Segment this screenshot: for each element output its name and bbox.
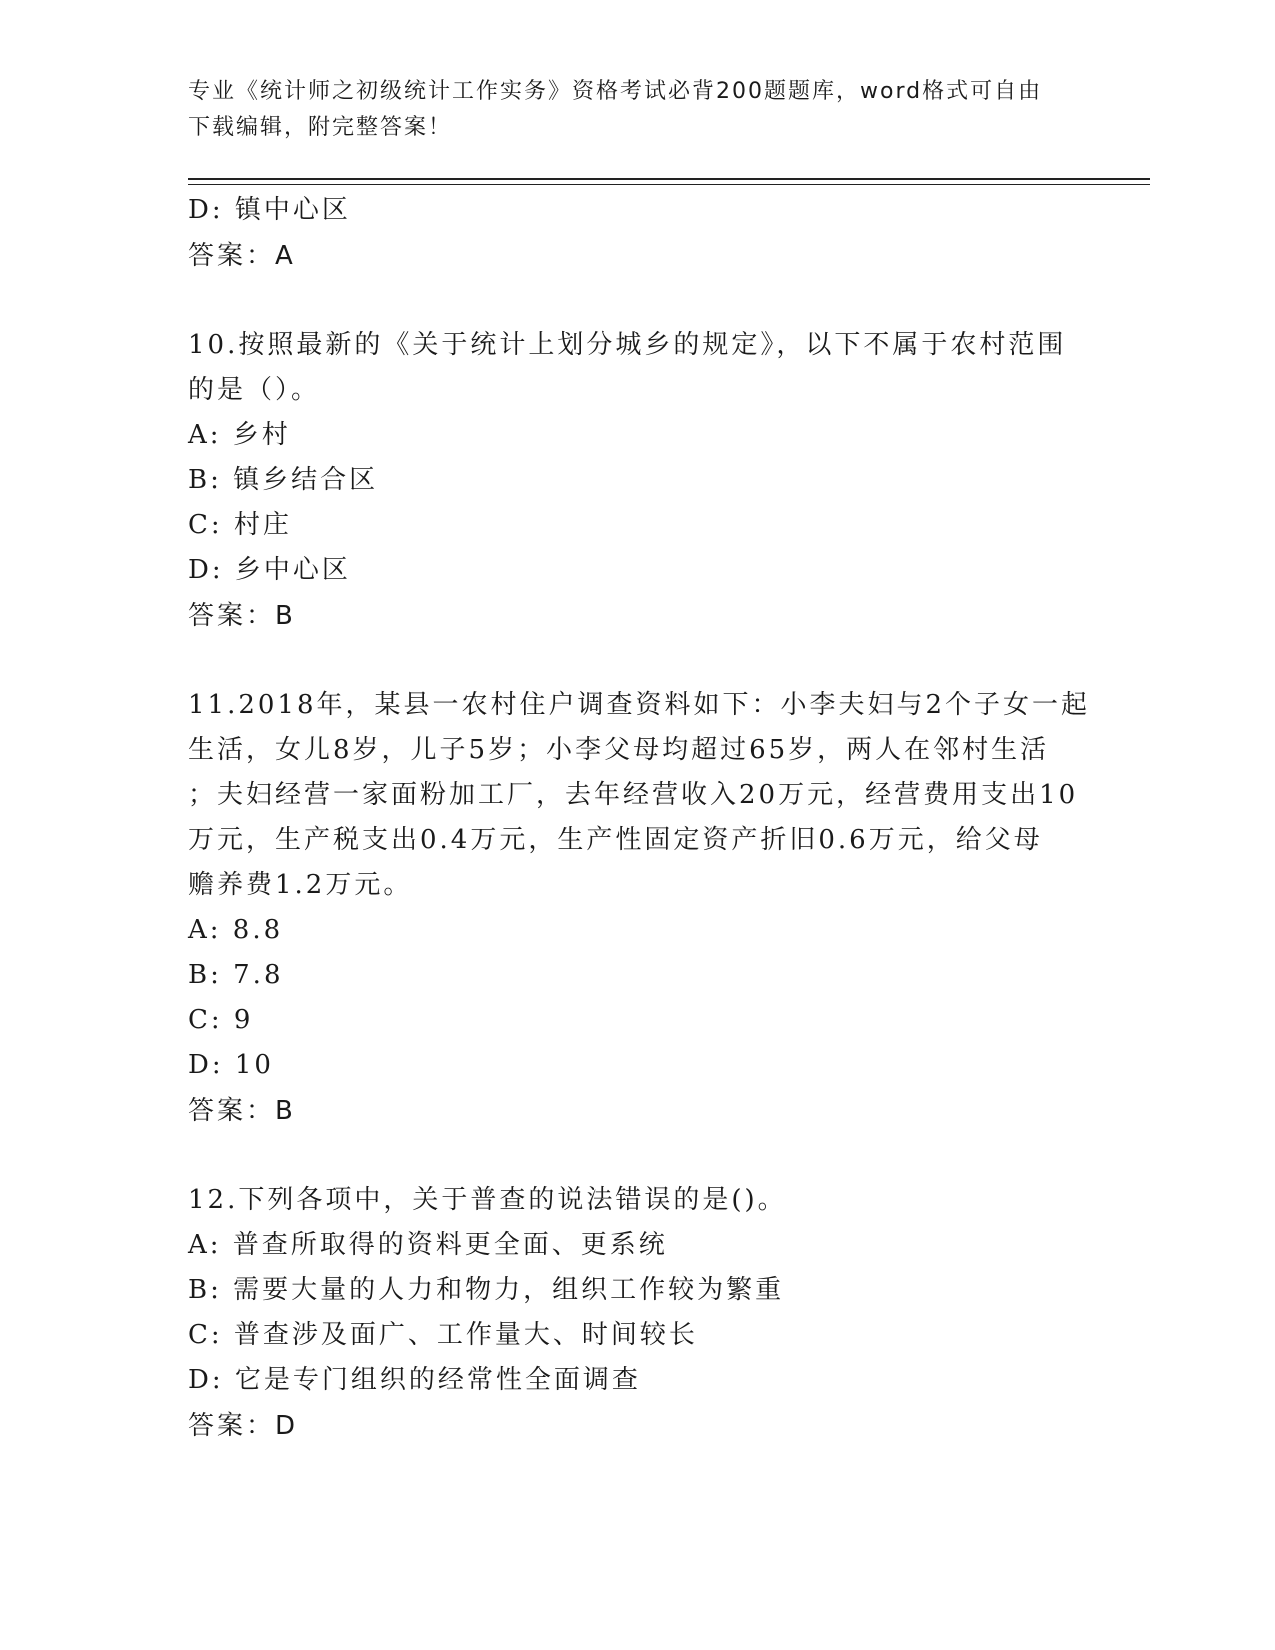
option-d: D: 10	[188, 1050, 274, 1080]
option-a: A: 普查所取得的资料更全面、更系统	[188, 1230, 668, 1260]
header-title-line-2: 下载编辑，附完整答案！	[188, 115, 453, 140]
spacer	[188, 1134, 1088, 1178]
answer: 答案：B	[188, 601, 296, 631]
document-body	[188, 188, 1091, 1449]
option-b: B: 7.8	[188, 960, 284, 990]
option-a: A: 乡村	[188, 420, 291, 450]
question-10	[188, 323, 1088, 639]
question-stem-line: 生活，女儿8岁，儿子5岁；小李父母均超过65岁，两人在邻村生活	[188, 735, 1050, 765]
option-c: C: 9	[188, 1005, 254, 1035]
document-header	[188, 74, 1088, 146]
question-stem-line: 10.按照最新的《关于统计上划分城乡的规定》，以下不属于农村范围	[188, 330, 1067, 360]
question-11	[188, 683, 1091, 1134]
question-stem-line: ；夫妇经营一家面粉加工厂，去年经营收入20万元，经营费用支出10	[188, 780, 1079, 810]
option-b: B: 镇乡结合区	[188, 465, 379, 495]
option-d: D: 乡中心区	[188, 555, 351, 585]
header-divider	[188, 178, 1150, 185]
question-stem-line: 12.下列各项中，关于普查的说法错误的是()。	[188, 1185, 787, 1215]
answer: 答案：A	[188, 241, 296, 271]
option-c: C: 普查涉及面广、工作量大、时间较长	[188, 1320, 698, 1350]
answer: 答案：B	[188, 1096, 296, 1126]
option-d: D: 镇中心区	[188, 195, 351, 225]
option-a: A: 8.8	[188, 915, 284, 945]
option-b: B: 需要大量的人力和物力，组织工作较为繁重	[188, 1275, 785, 1305]
option-d: D: 它是专门组织的经常性全面调查	[188, 1365, 641, 1395]
answer: 答案：D	[188, 1411, 299, 1441]
option-c: C: 村庄	[188, 510, 292, 540]
question-12	[188, 1178, 1088, 1449]
question-stem-line: 万元，生产税支出0.4万元，生产性固定资产折旧0.6万元，给父母	[188, 825, 1043, 855]
question-stem-line: 11.2018年，某县一农村住户调查资料如下：小李夫妇与2个子女一起	[188, 690, 1091, 720]
question-stem-line: 的是（）。	[188, 375, 321, 405]
question-stem-line: 赡养费1.2万元。	[188, 870, 413, 900]
spacer	[188, 639, 1088, 683]
spacer	[188, 279, 1088, 323]
header-title-line-1: 专业《统计师之初级统计工作实务》资格考试必背200题题库，word格式可自由	[188, 79, 1043, 104]
